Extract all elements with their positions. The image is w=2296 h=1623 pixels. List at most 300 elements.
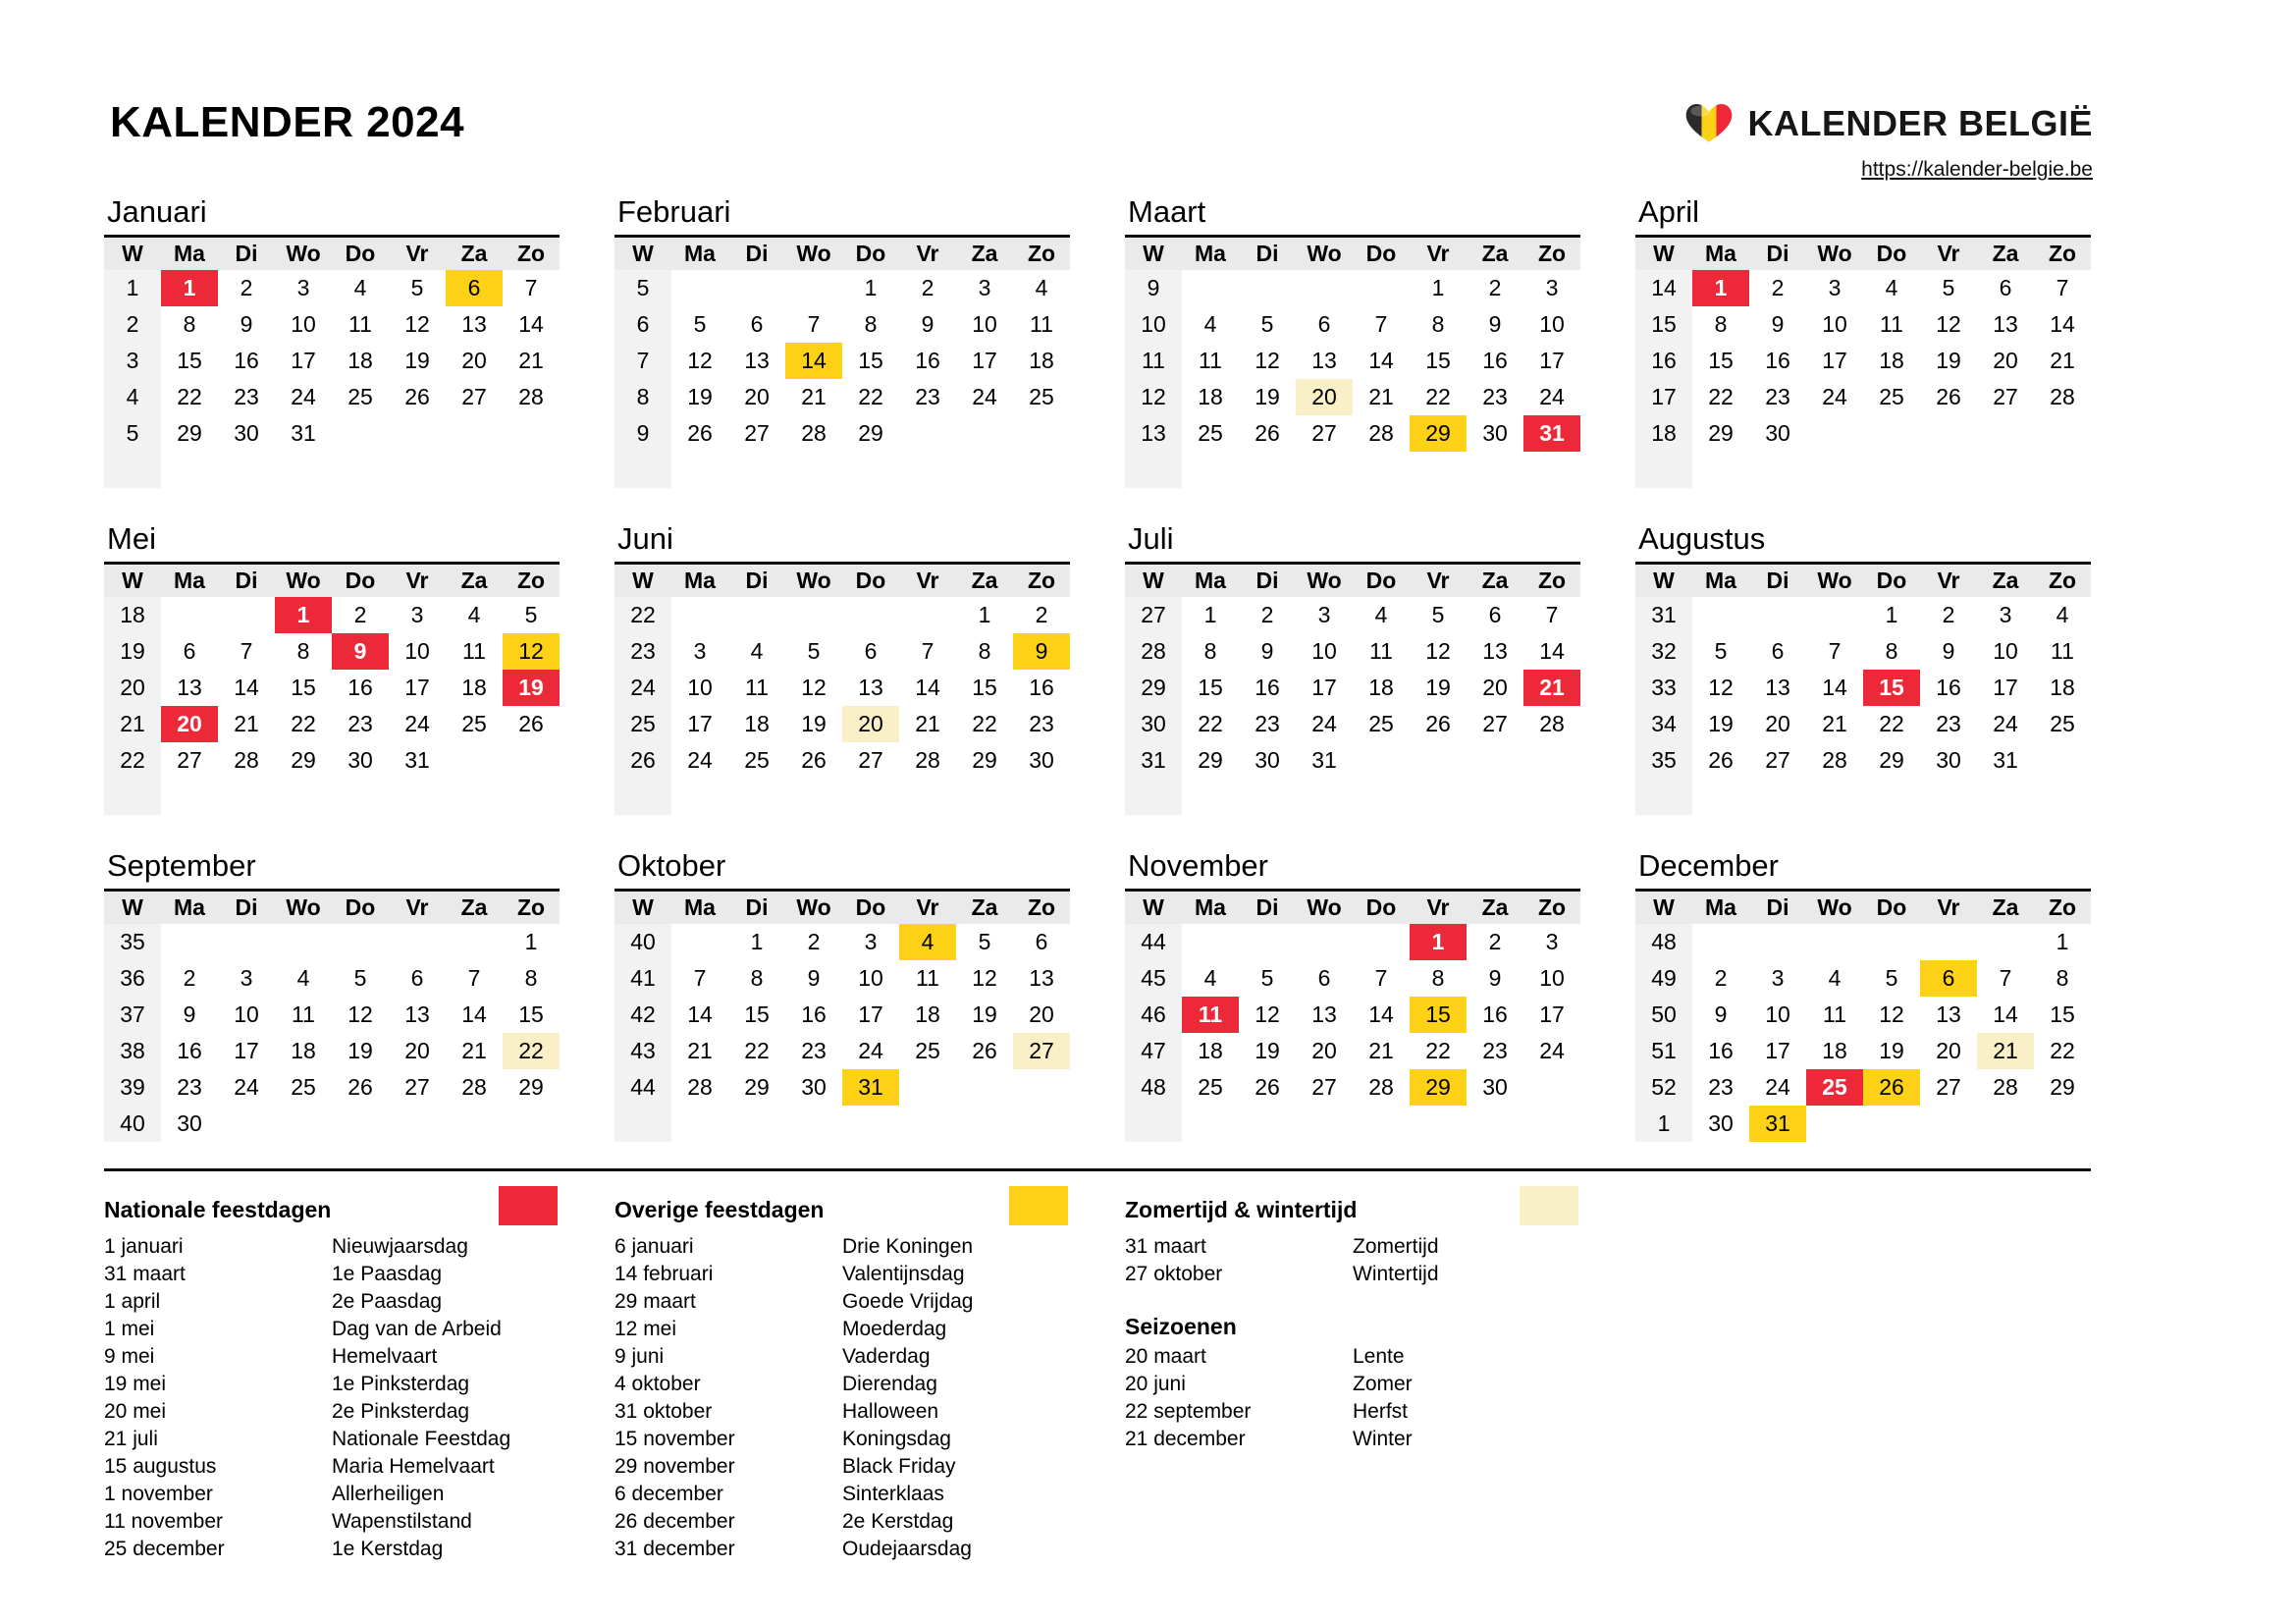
day-cell: 14: [1368, 1001, 1394, 1027]
day-cell: 16: [1482, 348, 1508, 373]
day-cell: 10: [291, 311, 316, 337]
day-cell: [899, 1106, 956, 1142]
weekday-header-cell: Wo: [1806, 565, 1863, 597]
day-cell: [899, 779, 956, 815]
day-cell: 9: [183, 1001, 196, 1027]
day-cell: 4: [353, 275, 367, 300]
legend-item-date: 1 januari: [104, 1235, 184, 1258]
day-cell: 29: [518, 1074, 544, 1100]
week-number-cell: 43: [614, 1033, 671, 1069]
day-cell: 16: [801, 1001, 827, 1027]
day-cell: 20: [404, 1038, 430, 1063]
day-cell: 17: [858, 1001, 883, 1027]
legend-national-title: Nationale feestdagen: [104, 1197, 332, 1222]
legend-other: [614, 1186, 1070, 1563]
day-cell: 14: [1539, 638, 1565, 664]
weekday-header-cell: Ma: [1692, 565, 1749, 597]
day-cell: 2: [807, 929, 821, 954]
day-cell: 31: [1993, 747, 2018, 773]
day-cell: [2034, 415, 2091, 452]
day-cell: 18: [291, 1038, 316, 1063]
legend-item: [104, 1343, 560, 1371]
day-cell: 5: [1260, 965, 1274, 991]
day-cell: [956, 452, 1013, 488]
day-cell: 12: [1708, 675, 1734, 700]
day-cell: 30: [1708, 1110, 1734, 1136]
day-cell: 21: [1368, 1038, 1394, 1063]
day-cell: [1353, 742, 1410, 779]
legend-item-date: 9 juni: [614, 1345, 665, 1368]
day-cell: [1523, 779, 1580, 815]
day-cell: 18: [744, 711, 770, 736]
day-cell: 27: [858, 747, 883, 773]
legend-item: [614, 1233, 1070, 1261]
month-maart: [1125, 196, 1580, 488]
day-cell: 11: [1199, 348, 1222, 373]
day-cell: 1: [2056, 929, 2069, 954]
legend-item: [1125, 1371, 1580, 1398]
week-column-header: W: [1125, 892, 1182, 924]
day-cell: 23: [234, 384, 259, 409]
day-cell: [842, 452, 899, 488]
legend-divider: [104, 1168, 2091, 1171]
week-column-header: W: [104, 565, 161, 597]
day-cell: [1523, 1069, 1580, 1106]
day-cell: 5: [353, 965, 367, 991]
weekday-header-cell: Wo: [785, 565, 842, 597]
day-cell: [1467, 1106, 1523, 1142]
day-cell: 1: [524, 929, 538, 954]
month-title: Juli: [1125, 523, 1580, 565]
day-cell: 21: [801, 384, 827, 409]
week-number-cell: 27: [1125, 597, 1182, 633]
week-number-cell: 47: [1125, 1033, 1182, 1069]
day-cell: 11: [1369, 638, 1393, 664]
legend-item-label: Wapenstilstand: [332, 1510, 472, 1533]
day-cell: 8: [864, 311, 878, 337]
day-cell: 28: [801, 420, 827, 446]
day-cell: 5: [1714, 638, 1728, 664]
day-cell-national-holiday: 11: [1182, 997, 1239, 1033]
day-cell: [1749, 779, 1806, 815]
day-cell: 18: [2050, 675, 2075, 700]
month-title: April: [1635, 196, 2091, 238]
day-cell: [446, 1106, 503, 1142]
day-cell: 10: [1539, 311, 1565, 337]
weekday-header-cell: Za: [956, 565, 1013, 597]
day-cell: 17: [1539, 348, 1565, 373]
day-cell: [1239, 270, 1296, 306]
day-cell: 9: [1942, 638, 1955, 664]
month-table: [1125, 565, 1580, 815]
day-cell: 5: [1885, 965, 1898, 991]
day-cell: 15: [972, 675, 997, 700]
brand-name: KALENDER BELGIË: [1747, 103, 2093, 143]
legend-item-date: 29 november: [614, 1455, 735, 1478]
week-number-cell: 25: [614, 706, 671, 742]
day-cell: 21: [461, 1038, 487, 1063]
day-cell: 28: [1539, 711, 1565, 736]
day-cell: 19: [1255, 1038, 1280, 1063]
day-cell: 13: [1765, 675, 1790, 700]
day-cell: [446, 742, 503, 779]
day-cell: 30: [1255, 747, 1280, 773]
legend-item-label: Koningsdag: [842, 1428, 951, 1450]
day-cell: 25: [461, 711, 487, 736]
weekday-header-cell: Do: [1353, 238, 1410, 270]
weekday-header-cell: Di: [1239, 565, 1296, 597]
week-column-header: W: [1635, 892, 1692, 924]
week-column-header: W: [1635, 238, 1692, 270]
month-title: November: [1125, 850, 1580, 892]
day-cell: 30: [1029, 747, 1054, 773]
day-cell: 3: [1545, 275, 1559, 300]
day-cell: [2034, 452, 2091, 488]
legend-item: [614, 1371, 1070, 1398]
legend-item: [614, 1261, 1070, 1288]
day-cell: 10: [1993, 638, 2018, 664]
day-cell: 28: [1993, 1074, 2018, 1100]
day-cell: 3: [1771, 965, 1785, 991]
day-cell: 14: [518, 311, 544, 337]
day-cell: [1013, 452, 1070, 488]
weekday-header-cell: Di: [728, 238, 785, 270]
day-cell: [446, 415, 503, 452]
weekday-header-cell: Ma: [671, 238, 728, 270]
other-color-swatch: [1009, 1186, 1068, 1225]
week-number-cell: 41: [614, 960, 671, 997]
week-number-cell: 2: [104, 306, 161, 343]
day-cell: 29: [177, 420, 202, 446]
week-number-cell: 42: [614, 997, 671, 1033]
day-cell: [332, 415, 389, 452]
day-cell: [956, 1106, 1013, 1142]
day-cell: 26: [1708, 747, 1734, 773]
month-september: [104, 850, 560, 1142]
legend-item: [614, 1481, 1070, 1508]
weekday-header-cell: Do: [332, 892, 389, 924]
week-column-header: W: [1635, 565, 1692, 597]
day-cell: 8: [1203, 638, 1217, 664]
week-number-cell: 4: [104, 379, 161, 415]
day-cell: [503, 415, 560, 452]
day-cell: 10: [1311, 638, 1337, 664]
day-cell: 8: [524, 965, 538, 991]
month-table: [614, 892, 1070, 1142]
day-cell: 28: [687, 1074, 713, 1100]
day-cell: 15: [858, 348, 883, 373]
week-number-cell: 22: [614, 597, 671, 633]
day-cell: [1863, 415, 1920, 452]
day-cell-season-holiday: 20: [1296, 379, 1353, 415]
day-cell: 22: [1879, 711, 1904, 736]
day-cell: [1977, 415, 2034, 452]
day-cell: 25: [291, 1074, 316, 1100]
day-cell: [671, 924, 728, 960]
day-cell: 20: [1311, 1038, 1337, 1063]
legend-item-date: 22 september: [1125, 1400, 1252, 1423]
day-cell: [728, 270, 785, 306]
day-cell: [389, 415, 446, 452]
day-cell: 17: [404, 675, 430, 700]
day-cell: [671, 1106, 728, 1142]
legend-item-date: 1 november: [104, 1483, 213, 1505]
day-cell: 16: [234, 348, 259, 373]
day-cell: 28: [518, 384, 544, 409]
day-cell: 30: [1765, 420, 1790, 446]
day-cell: 15: [744, 1001, 770, 1027]
day-cell: [1182, 1106, 1239, 1142]
day-cell: 28: [1822, 747, 1847, 773]
day-cell: 27: [1936, 1074, 1961, 1100]
weekday-header-cell: Vr: [1920, 565, 1977, 597]
day-cell: 26: [1255, 420, 1280, 446]
legend-item: [104, 1261, 560, 1288]
day-cell: [956, 1069, 1013, 1106]
day-cell: 12: [1879, 1001, 1904, 1027]
weekday-header-cell: Di: [1239, 892, 1296, 924]
day-cell: 25: [2050, 711, 2075, 736]
day-cell-national-holiday: 31: [1523, 415, 1580, 452]
day-cell: 24: [858, 1038, 883, 1063]
day-cell: 12: [1255, 348, 1280, 373]
day-cell: 16: [1029, 675, 1054, 700]
legend-item-date: 31 december: [614, 1538, 735, 1560]
day-cell: 23: [1482, 1038, 1508, 1063]
day-cell: 5: [693, 311, 707, 337]
weekday-header-cell: Vr: [1920, 238, 1977, 270]
weekday-header-cell: Di: [1239, 238, 1296, 270]
day-cell: [389, 1106, 446, 1142]
day-cell: [161, 779, 218, 815]
day-cell: 25: [1198, 1074, 1223, 1100]
day-cell: 24: [1539, 384, 1565, 409]
month-augustus: [1635, 523, 2091, 815]
weekday-header-cell: Za: [1467, 565, 1523, 597]
day-cell: 21: [687, 1038, 713, 1063]
day-cell: [785, 452, 842, 488]
day-cell: 23: [915, 384, 940, 409]
week-number-cell: 48: [1125, 1069, 1182, 1106]
day-cell: 22: [291, 711, 316, 736]
day-cell: 15: [177, 348, 202, 373]
day-cell: [728, 779, 785, 815]
day-cell: 3: [1828, 275, 1842, 300]
week-number-cell: 11: [1125, 343, 1182, 379]
day-cell: 15: [291, 675, 316, 700]
day-cell: 21: [234, 711, 259, 736]
day-cell: 18: [915, 1001, 940, 1027]
day-cell: 3: [410, 602, 424, 627]
week-number-cell: 6: [614, 306, 671, 343]
day-cell: [956, 779, 1013, 815]
day-cell: [446, 452, 503, 488]
day-cell-national-holiday: 19: [503, 670, 560, 706]
day-cell: [1013, 415, 1070, 452]
day-cell: 10: [1822, 311, 1847, 337]
week-number-cell: [614, 1106, 671, 1142]
week-number-cell: 5: [614, 270, 671, 306]
week-number-cell: 44: [614, 1069, 671, 1106]
day-cell: 8: [1431, 965, 1445, 991]
month-table: [614, 238, 1070, 488]
day-cell: 23: [1482, 384, 1508, 409]
week-number-cell: 44: [1125, 924, 1182, 960]
day-cell: 26: [972, 1038, 997, 1063]
day-cell-other-holiday: 9: [1013, 633, 1070, 670]
day-cell: 30: [1482, 1074, 1508, 1100]
day-cell: 29: [1708, 420, 1734, 446]
legend-item: [104, 1316, 560, 1343]
day-cell-other-holiday: 15: [1410, 997, 1467, 1033]
day-cell: 11: [916, 965, 939, 991]
day-cell: [161, 924, 218, 960]
day-cell: [1977, 779, 2034, 815]
day-cell: 8: [296, 638, 310, 664]
day-cell: 31: [1311, 747, 1337, 773]
day-cell-national-holiday: 9: [332, 633, 389, 670]
day-cell: 26: [1425, 711, 1451, 736]
day-cell: 8: [1431, 311, 1445, 337]
day-cell: 11: [745, 675, 769, 700]
day-cell: [1353, 779, 1410, 815]
day-cell: 31: [404, 747, 430, 773]
month-title: December: [1635, 850, 2091, 892]
day-cell: 25: [1198, 420, 1223, 446]
day-cell: 26: [1936, 384, 1961, 409]
day-cell: 18: [461, 675, 487, 700]
day-cell: 8: [750, 965, 764, 991]
brand-block: [1698, 98, 2093, 182]
month-title: Augustus: [1635, 523, 2091, 565]
week-column-header: W: [1125, 565, 1182, 597]
day-cell: 30: [234, 420, 259, 446]
weekday-header-cell: Di: [1749, 565, 1806, 597]
weekday-header-cell: Vr: [1920, 892, 1977, 924]
weekday-header-cell: Za: [446, 238, 503, 270]
day-cell: [1806, 597, 1863, 633]
day-cell: 2: [1035, 602, 1048, 627]
day-cell-other-holiday: 26: [1863, 1069, 1920, 1106]
legend-item-date: 6 januari: [614, 1235, 694, 1258]
day-cell: [1296, 452, 1353, 488]
day-cell: [1523, 1106, 1580, 1142]
weekday-header-cell: Ma: [671, 565, 728, 597]
legend-item: [614, 1536, 1070, 1563]
day-cell: [1467, 452, 1523, 488]
day-cell-other-holiday: 6: [1920, 960, 1977, 997]
day-cell: 30: [347, 747, 373, 773]
day-cell: 29: [744, 1074, 770, 1100]
day-cell: [899, 1069, 956, 1106]
day-cell: [275, 924, 332, 960]
day-cell: 31: [291, 420, 316, 446]
day-cell: 9: [1488, 965, 1502, 991]
day-cell: [2034, 1106, 2091, 1142]
day-cell: [1239, 452, 1296, 488]
day-cell: 6: [1488, 602, 1502, 627]
legend-item-label: Winter: [1353, 1428, 1413, 1450]
brand-url-link[interactable]: https://kalender-belgie.be: [1861, 158, 2093, 181]
week-number-cell: 49: [1635, 960, 1692, 997]
day-cell: 8: [978, 638, 991, 664]
day-cell: 2: [240, 275, 253, 300]
month-table: [104, 892, 560, 1142]
day-cell: 15: [1708, 348, 1734, 373]
day-cell: [1806, 924, 1863, 960]
day-cell: 27: [1765, 747, 1790, 773]
day-cell: 14: [915, 675, 940, 700]
week-number-cell: 22: [104, 742, 161, 779]
day-cell: [1977, 1106, 2034, 1142]
week-number-cell: 18: [1635, 415, 1692, 452]
legend-item-label: Zomertijd: [1353, 1235, 1439, 1258]
day-cell: 17: [1822, 348, 1847, 373]
legend-item-label: Maria Hemelvaart: [332, 1455, 495, 1478]
day-cell: 23: [1765, 384, 1790, 409]
day-cell: 23: [1708, 1074, 1734, 1100]
day-cell: 7: [1545, 602, 1559, 627]
day-cell: 9: [1488, 311, 1502, 337]
day-cell: 25: [1368, 711, 1394, 736]
day-cell: [1239, 1106, 1296, 1142]
day-cell: [389, 452, 446, 488]
week-column-header: W: [1125, 238, 1182, 270]
day-cell: 16: [1255, 675, 1280, 700]
legend-item: [1125, 1398, 1580, 1426]
day-cell: 6: [1999, 275, 2012, 300]
day-cell: [332, 452, 389, 488]
week-number-cell: 10: [1125, 306, 1182, 343]
legend-item-label: 1e Pinksterdag: [332, 1373, 470, 1395]
legend-item-date: 20 juni: [1125, 1373, 1186, 1395]
day-cell: 22: [744, 1038, 770, 1063]
legend-item-date: 9 mei: [104, 1345, 155, 1368]
day-cell-other-holiday: 31: [1749, 1106, 1806, 1142]
day-cell-other-holiday: 4: [899, 924, 956, 960]
day-cell: 6: [864, 638, 878, 664]
weekday-header-cell: Ma: [671, 892, 728, 924]
month-title: Oktober: [614, 850, 1070, 892]
week-number-cell: 1: [1635, 1106, 1692, 1142]
legend-item-label: 1e Paasdag: [332, 1263, 443, 1285]
day-cell: [956, 415, 1013, 452]
day-cell: 6: [1035, 929, 1048, 954]
day-cell: 4: [1374, 602, 1388, 627]
legend-item-date: 31 oktober: [614, 1400, 713, 1423]
weekday-header-cell: Di: [218, 565, 275, 597]
weekday-header-cell: Ma: [1182, 565, 1239, 597]
day-cell: 27: [1311, 1074, 1337, 1100]
day-cell: 17: [972, 348, 997, 373]
weekday-header-cell: Za: [1467, 892, 1523, 924]
week-number-cell: 28: [1125, 633, 1182, 670]
day-cell: 2: [183, 965, 196, 991]
legend-timechange-title: Zomertijd & wintertijd: [1125, 1197, 1358, 1222]
day-cell: 4: [467, 602, 481, 627]
day-cell-other-holiday: 31: [842, 1069, 899, 1106]
day-cell: 7: [921, 638, 934, 664]
legend-item-label: Vaderdag: [842, 1345, 931, 1368]
legend-item-label: Lente: [1353, 1345, 1405, 1368]
day-cell: 4: [1885, 275, 1898, 300]
weekday-header-cell: Vr: [1410, 565, 1467, 597]
weekday-header-cell: Vr: [389, 892, 446, 924]
month-november: [1125, 850, 1580, 1142]
day-cell: [1863, 924, 1920, 960]
weekday-header-cell: Wo: [1806, 892, 1863, 924]
day-cell: [1296, 779, 1353, 815]
